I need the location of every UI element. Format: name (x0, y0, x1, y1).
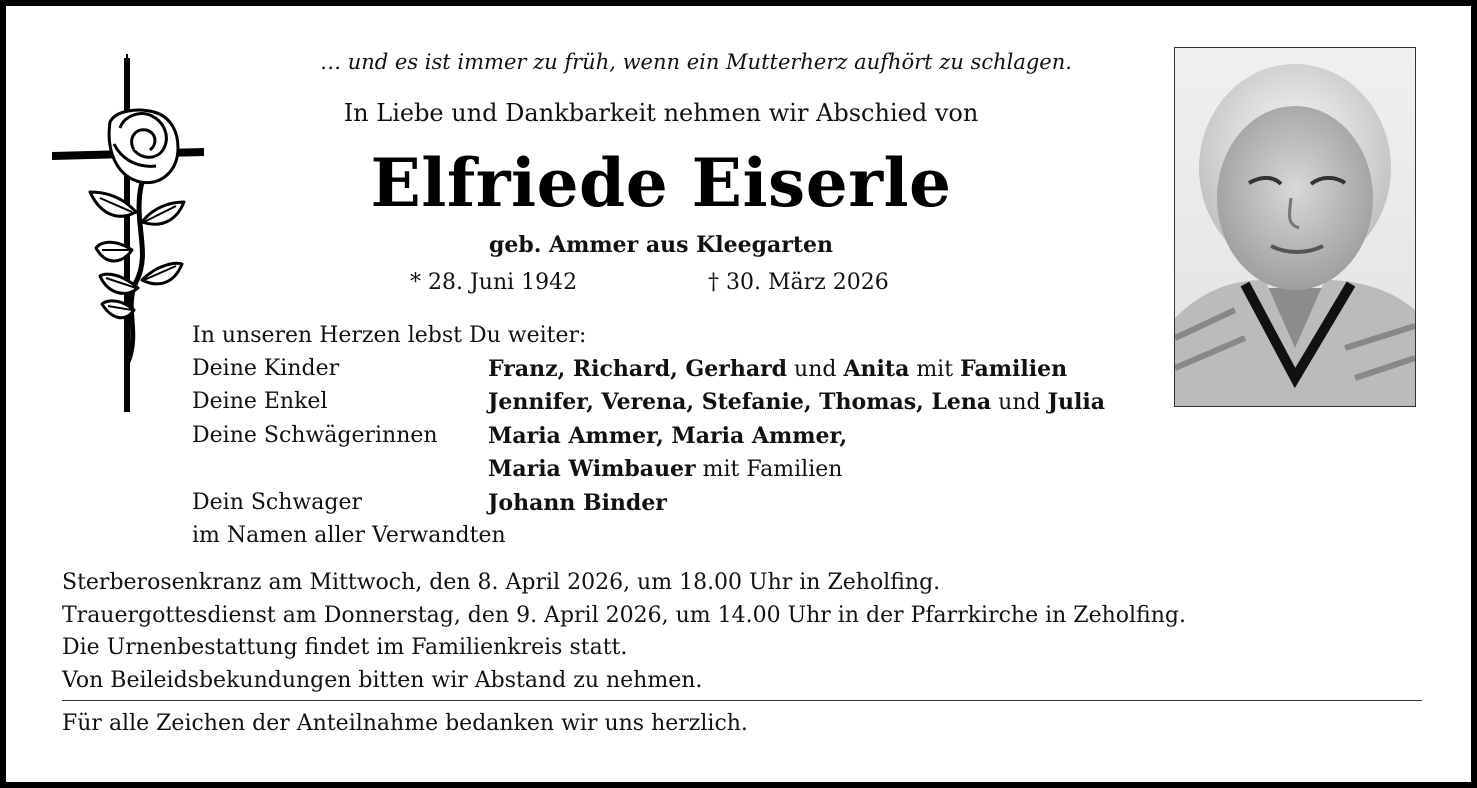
family-relation-label: Dein Schwager (192, 489, 362, 515)
note-line: Die Urnenbestattung findet im Familienkreis statt. (62, 635, 628, 660)
quote-line: … und es ist immer zu früh, wenn ein Mutterherz aufhört zu schlagen. (320, 50, 1072, 74)
family-names (488, 353, 1067, 387)
cross-with-rose-icon (44, 52, 204, 412)
family-connector: mit Familien (695, 457, 843, 482)
family-names (488, 386, 1105, 420)
family-relation-label (192, 453, 488, 487)
family-row (192, 353, 1105, 387)
note-line: Sterberosenkranz am Mittwoch, den 8. April 2026, um 18.00 Uhr in Zeholfing. (62, 570, 941, 595)
family-name: Anita (843, 355, 910, 382)
family-names (488, 420, 847, 454)
family-list (192, 320, 1105, 553)
family-connector: mit (909, 356, 961, 382)
family-names (488, 453, 842, 487)
note-line: Trauergottesdienst am Donnerstag, den 9. April 2026, um 14.00 Uhr in der Pfarrkirche in Zeholfing. (62, 602, 1186, 628)
family-row (192, 386, 1105, 420)
death-date: † 30. März 2026 (708, 270, 889, 295)
family-relation-label: Deine Kinder (192, 355, 340, 381)
family-relation-label: Deine Schwägerinnen (192, 422, 438, 448)
family-row (192, 453, 1105, 487)
family-connector: und (991, 390, 1048, 415)
family-name: Jennifer, Verena, Stefanie, Thomas, Lena (488, 389, 992, 415)
family-name: Franz, Richard, Gerhard (488, 355, 788, 382)
note-line: Von Beileidsbekundungen bitten wir Abstand zu nehmen. (62, 667, 703, 693)
family-footer: im Namen aller Verwandten (192, 523, 506, 548)
family-rows (192, 353, 1105, 521)
family-row (192, 420, 1105, 454)
divider (62, 700, 1422, 701)
intro-line: In Liebe und Dankbarkeit nehmen wir Abschied von (343, 99, 979, 127)
family-name: Julia (1047, 389, 1105, 415)
portrait-photo (1174, 47, 1416, 407)
family-connector: und (787, 356, 844, 382)
thanks-line: Für alle Zeichen der Anteilnahme bedanken wir uns herzlich. (62, 711, 748, 736)
family-name: Maria Ammer, Maria Ammer, (488, 422, 848, 449)
family-relation-label: Deine Enkel (192, 389, 328, 414)
maiden-name-line: geb. Ammer aus Kleegarten (488, 232, 834, 258)
family-row (192, 487, 1105, 521)
family-heading: In unseren Herzen lebst Du weiter: (192, 323, 587, 348)
family-name: Johann Binder (488, 489, 667, 516)
service-notes (62, 567, 1186, 697)
family-name: Maria Wimbauer (488, 456, 696, 482)
family-name: Familien (960, 355, 1068, 382)
deceased-name: Elfriede Eiserle (370, 144, 952, 222)
family-names (488, 487, 667, 521)
birth-date: * 28. Juni 1942 (410, 270, 578, 295)
